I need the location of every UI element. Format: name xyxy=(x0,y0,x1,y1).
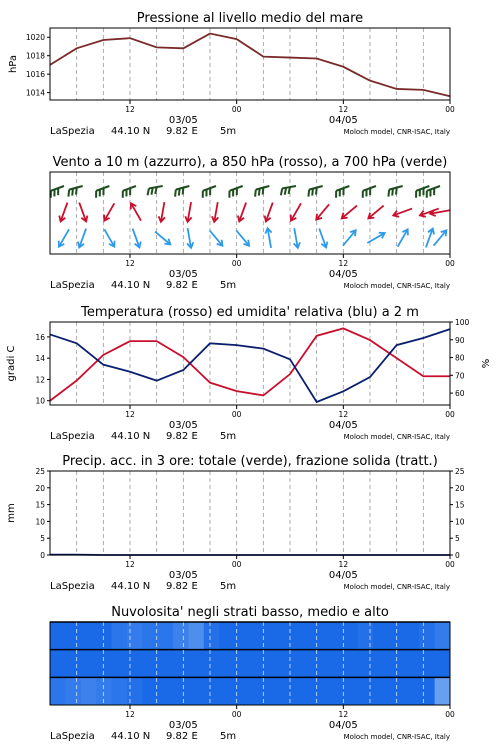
wind-arrow-10m xyxy=(104,229,114,246)
date-label: 03/05 xyxy=(168,420,198,431)
location-name: LaSpezia xyxy=(50,731,95,742)
cloud-cell xyxy=(204,677,220,705)
barb-feather xyxy=(151,188,152,195)
wind-barb-700 xyxy=(203,186,216,198)
wind-barb-700 xyxy=(363,186,376,198)
wind-arrow-850 xyxy=(131,203,141,220)
x-tick-label: 12 xyxy=(338,259,349,268)
barb-feather xyxy=(388,190,389,197)
cloud-cell xyxy=(265,677,281,705)
y-tick-label: 16 xyxy=(35,332,45,342)
cloud-cell xyxy=(112,650,128,678)
location-lon: 9.82 E xyxy=(166,731,198,742)
cloud-cell xyxy=(219,650,235,678)
wind-arrow-850 xyxy=(430,210,450,216)
cloud-cell xyxy=(435,622,451,650)
y-tick-label: 1020 xyxy=(25,33,45,43)
arrow-shaft xyxy=(236,230,249,245)
wind-arrow-850 xyxy=(79,203,87,222)
model-credit: Moloch model, CNR-ISAC, Italy xyxy=(343,433,450,441)
wind-barb-700 xyxy=(229,186,242,198)
barb-feather xyxy=(281,188,282,195)
cloud-cell xyxy=(296,677,312,705)
wind-barb-700 xyxy=(336,186,349,198)
cloud-cell xyxy=(342,622,358,650)
arrow-shaft xyxy=(342,206,357,219)
cloud-cell xyxy=(81,677,97,705)
cloud-cell xyxy=(65,650,81,678)
y2-tick-label: 90 xyxy=(455,335,465,345)
barb-feather xyxy=(68,190,69,197)
wind-arrow-850 xyxy=(212,202,218,222)
wind-arrow-10m xyxy=(155,232,170,245)
wind-arrow-850 xyxy=(291,203,301,220)
barb-feather xyxy=(308,190,309,197)
barb-feather xyxy=(72,189,73,196)
cloud-cell xyxy=(419,650,435,678)
wind-arrow-10m xyxy=(236,230,249,245)
y-tick-label: 25 xyxy=(35,467,45,476)
cloud-cell xyxy=(435,677,451,705)
cloud-cell xyxy=(419,622,435,650)
model-credit: Moloch model, CNR-ISAC, Italy xyxy=(343,733,450,741)
wind-arrow-10m xyxy=(133,229,141,248)
cloud-cell xyxy=(435,650,451,678)
wind-arrow-10m xyxy=(343,230,356,245)
cloud-cell xyxy=(296,650,312,678)
cloud-cell xyxy=(96,650,112,678)
date-label: 04/05 xyxy=(328,720,358,731)
y-tick-label: 5 xyxy=(40,534,45,544)
cloud-cell xyxy=(204,650,220,678)
barb-feather xyxy=(263,188,264,195)
cloud-cell xyxy=(204,622,220,650)
cloud-cell xyxy=(404,650,420,678)
location-name: LaSpezia xyxy=(50,581,95,592)
panel-title-2: Temperatura (rosso) ed umidita' relativa (blu) a 2 m xyxy=(81,305,419,320)
arrow-shaft xyxy=(155,232,170,245)
cloud-cell xyxy=(112,677,128,705)
wind-arrow-10m xyxy=(265,228,271,248)
model-credit: Moloch model, CNR-ISAC, Italy xyxy=(343,583,450,591)
model-credit: Moloch model, CNR-ISAC, Italy xyxy=(343,128,450,136)
cloud-cell xyxy=(265,622,281,650)
y2-tick-label: 60 xyxy=(455,389,465,399)
wind-barb-700 xyxy=(96,186,109,198)
cloud-cell xyxy=(404,622,420,650)
panel-title-0: Pressione al livello medio del mare xyxy=(136,11,364,26)
cloud-cell xyxy=(342,650,358,678)
y2-tick-label: 20 xyxy=(455,483,465,493)
cloud-cell xyxy=(158,650,174,678)
date-label: 04/05 xyxy=(328,570,358,581)
location-elevation: 5m xyxy=(220,581,237,592)
y2-tick-label: 80 xyxy=(455,353,465,363)
y-tick-label: 20 xyxy=(35,483,45,493)
y-axis-label: hPa xyxy=(8,54,19,74)
x-tick-label: 12 xyxy=(338,410,349,419)
y2-tick-label: 70 xyxy=(455,371,465,381)
cloud-cell xyxy=(173,650,189,678)
cloud-cell xyxy=(327,650,343,678)
y2-axis-label: % xyxy=(481,358,492,369)
date-label: 04/05 xyxy=(328,420,358,431)
wind-barb-700 xyxy=(123,186,136,198)
wind-arrow-850 xyxy=(104,203,114,220)
location-name: LaSpezia xyxy=(50,431,95,442)
x-tick-label: 00 xyxy=(445,105,455,114)
cloud-cell xyxy=(373,622,389,650)
wind-barb-700 xyxy=(308,186,322,197)
cloud-cell xyxy=(419,677,435,705)
location-elevation: 5m xyxy=(220,280,237,291)
cloud-cell xyxy=(96,622,112,650)
cloud-cell xyxy=(81,650,97,678)
cloud-cell xyxy=(312,677,328,705)
wind-arrow-10m xyxy=(78,229,86,248)
wind-barb-700 xyxy=(427,186,440,198)
panel-title-4: Nuvolosita' negli strati basso, medio e alto xyxy=(111,605,389,620)
cloud-cell xyxy=(65,677,81,705)
x-tick-label: 00 xyxy=(231,259,242,268)
wind-arrow-10m xyxy=(187,228,193,248)
barb-feather xyxy=(285,188,286,195)
wind-barb-700 xyxy=(255,186,269,197)
y-tick-label: 14 xyxy=(35,354,45,364)
wind-barb-700 xyxy=(388,186,402,197)
x-tick-label: 00 xyxy=(231,710,242,719)
date-label: 03/05 xyxy=(168,570,198,581)
arrow-shaft xyxy=(343,230,356,245)
panel-title-1: Vento a 10 m (azzurro), a 850 hPa (rosso), a 700 hPa (verde) xyxy=(52,155,448,170)
barb-feather xyxy=(396,188,397,195)
cloud-cell xyxy=(112,622,128,650)
cloud-cell xyxy=(173,677,189,705)
x-tick-label: 12 xyxy=(338,105,349,114)
location-lon: 9.82 E xyxy=(166,126,198,137)
cloud-cell xyxy=(312,650,328,678)
cloud-cell xyxy=(96,677,112,705)
cloud-cell xyxy=(158,622,174,650)
wind-barb-700 xyxy=(51,186,64,198)
cloud-cell xyxy=(81,622,97,650)
barb-feather xyxy=(148,188,149,195)
barb-feather xyxy=(183,188,184,195)
barb-feather xyxy=(316,188,317,195)
wind-arrow-10m xyxy=(294,228,300,248)
x-tick-label: 12 xyxy=(125,560,135,569)
cloud-cell xyxy=(50,650,66,678)
wind-arrow-850 xyxy=(393,209,412,217)
wind-barb-700 xyxy=(281,186,296,195)
location-lat: 44.10 N xyxy=(111,126,151,137)
y-tick-label: 1018 xyxy=(25,51,45,61)
cloud-cell xyxy=(158,677,174,705)
wind-arrow-10m xyxy=(434,230,447,245)
barb-feather xyxy=(259,189,260,196)
x-tick-label: 00 xyxy=(231,560,242,569)
y-tick-label: 15 xyxy=(35,500,45,510)
wind-arrow-10m xyxy=(426,229,434,248)
y2-tick-label: 0 xyxy=(455,551,460,560)
x-tick-label: 12 xyxy=(125,710,135,719)
y2-tick-label: 5 xyxy=(455,534,460,544)
cloud-cell xyxy=(142,650,158,678)
cloud-cell xyxy=(188,622,204,650)
x-tick-label: 00 xyxy=(231,410,242,419)
location-lon: 9.82 E xyxy=(166,581,198,592)
cloud-cell xyxy=(50,677,66,705)
pressure-line xyxy=(50,34,450,97)
wind-arrow-850 xyxy=(368,206,383,219)
cloud-cell xyxy=(188,677,204,705)
cloud-cell xyxy=(219,677,235,705)
barb-feather xyxy=(175,190,176,197)
wind-arrow-850 xyxy=(316,204,329,219)
date-label: 04/05 xyxy=(328,269,358,280)
barb-feather xyxy=(289,187,290,194)
y-axis-label: mm xyxy=(6,503,17,523)
x-tick-label: 12 xyxy=(338,560,349,569)
cloud-cell xyxy=(65,622,81,650)
y-tick-label: 0 xyxy=(40,551,45,560)
location-lat: 44.10 N xyxy=(111,280,151,291)
humidity-line xyxy=(50,329,450,402)
date-label: 03/05 xyxy=(168,269,198,280)
location-name: LaSpezia xyxy=(50,280,95,291)
cloud-cell xyxy=(373,677,389,705)
x-tick-label: 00 xyxy=(445,710,455,719)
location-lat: 44.10 N xyxy=(111,731,151,742)
plot-frame-1 xyxy=(50,172,450,254)
location-lon: 9.82 E xyxy=(166,431,198,442)
barb-feather xyxy=(155,187,156,194)
y2-tick-label: 10 xyxy=(455,517,465,527)
y2-tick-label: 100 xyxy=(455,318,470,327)
cloud-cell xyxy=(342,677,358,705)
wind-arrow-850 xyxy=(59,203,67,222)
cloud-cell xyxy=(358,677,374,705)
arrow-shaft xyxy=(434,230,447,245)
cloud-cell xyxy=(142,622,158,650)
barb-feather xyxy=(179,189,180,196)
y-tick-label: 12 xyxy=(35,375,45,385)
date-label: 04/05 xyxy=(328,115,358,126)
cloud-cell xyxy=(373,650,389,678)
barb-feather xyxy=(76,188,77,195)
cloud-cell xyxy=(404,677,420,705)
wind-barb-700 xyxy=(148,186,163,195)
model-credit: Moloch model, CNR-ISAC, Italy xyxy=(343,282,450,290)
cloud-cell xyxy=(327,622,343,650)
cloud-cell xyxy=(358,650,374,678)
location-lon: 9.82 E xyxy=(166,280,198,291)
wind-arrow-850 xyxy=(238,203,246,222)
wind-arrow-850 xyxy=(159,202,165,222)
x-tick-label: 00 xyxy=(445,259,455,268)
location-elevation: 5m xyxy=(220,431,237,442)
y-tick-label: 1016 xyxy=(25,70,45,80)
wind-arrow-850 xyxy=(265,203,273,222)
barb-feather xyxy=(392,189,393,196)
cloud-cell xyxy=(127,677,143,705)
wind-barb-700 xyxy=(175,186,189,197)
cloud-cell xyxy=(281,650,297,678)
y2-tick-label: 25 xyxy=(455,467,465,476)
wind-arrow-850 xyxy=(342,206,357,219)
wind-arrow-10m xyxy=(319,229,327,248)
plot-frame-3 xyxy=(50,471,450,555)
temperature-line xyxy=(50,328,450,400)
cloud-cell xyxy=(358,622,374,650)
cloud-cell xyxy=(219,622,235,650)
y-axis-label: gradi C xyxy=(6,345,17,382)
date-label: 03/05 xyxy=(168,115,198,126)
x-tick-label: 12 xyxy=(125,259,135,268)
cloud-cell xyxy=(127,622,143,650)
cloud-cell xyxy=(327,677,343,705)
cloud-cell xyxy=(312,622,328,650)
wind-arrow-10m xyxy=(59,229,69,246)
cloud-cell xyxy=(188,650,204,678)
cloud-cell xyxy=(281,677,297,705)
arrow-shaft xyxy=(316,204,329,219)
y-tick-label: 10 xyxy=(35,396,45,406)
cloud-cell xyxy=(142,677,158,705)
wind-barb-700 xyxy=(68,186,82,197)
barb-feather xyxy=(312,189,313,196)
location-elevation: 5m xyxy=(220,126,237,137)
cloud-cell xyxy=(173,622,189,650)
cloud-cell xyxy=(50,622,66,650)
y2-tick-label: 15 xyxy=(455,500,465,510)
cloud-cell xyxy=(127,650,143,678)
arrow-shaft xyxy=(210,230,223,245)
location-lat: 44.10 N xyxy=(111,581,151,592)
location-lat: 44.10 N xyxy=(111,431,151,442)
wind-arrow-10m xyxy=(210,230,223,245)
x-tick-label: 12 xyxy=(338,710,349,719)
y-tick-label: 10 xyxy=(35,517,45,527)
y-tick-label: 1014 xyxy=(25,88,45,98)
cloud-cell xyxy=(296,622,312,650)
location-elevation: 5m xyxy=(220,731,237,742)
wind-arrow-10m xyxy=(398,229,408,246)
x-tick-label: 00 xyxy=(445,410,455,419)
wind-arrow-850 xyxy=(185,202,191,222)
panel-title-3: Precip. acc. in 3 ore: totale (verde), frazione solida (tratt.) xyxy=(62,454,438,469)
x-tick-label: 00 xyxy=(231,105,242,114)
arrow-shaft xyxy=(368,206,383,219)
barb-feather xyxy=(255,190,256,197)
x-tick-label: 00 xyxy=(445,560,455,569)
location-name: LaSpezia xyxy=(50,126,95,137)
x-tick-label: 12 xyxy=(125,410,135,419)
x-tick-label: 12 xyxy=(125,105,135,114)
cloud-cell xyxy=(281,622,297,650)
date-label: 03/05 xyxy=(168,720,198,731)
cloud-cell xyxy=(265,650,281,678)
